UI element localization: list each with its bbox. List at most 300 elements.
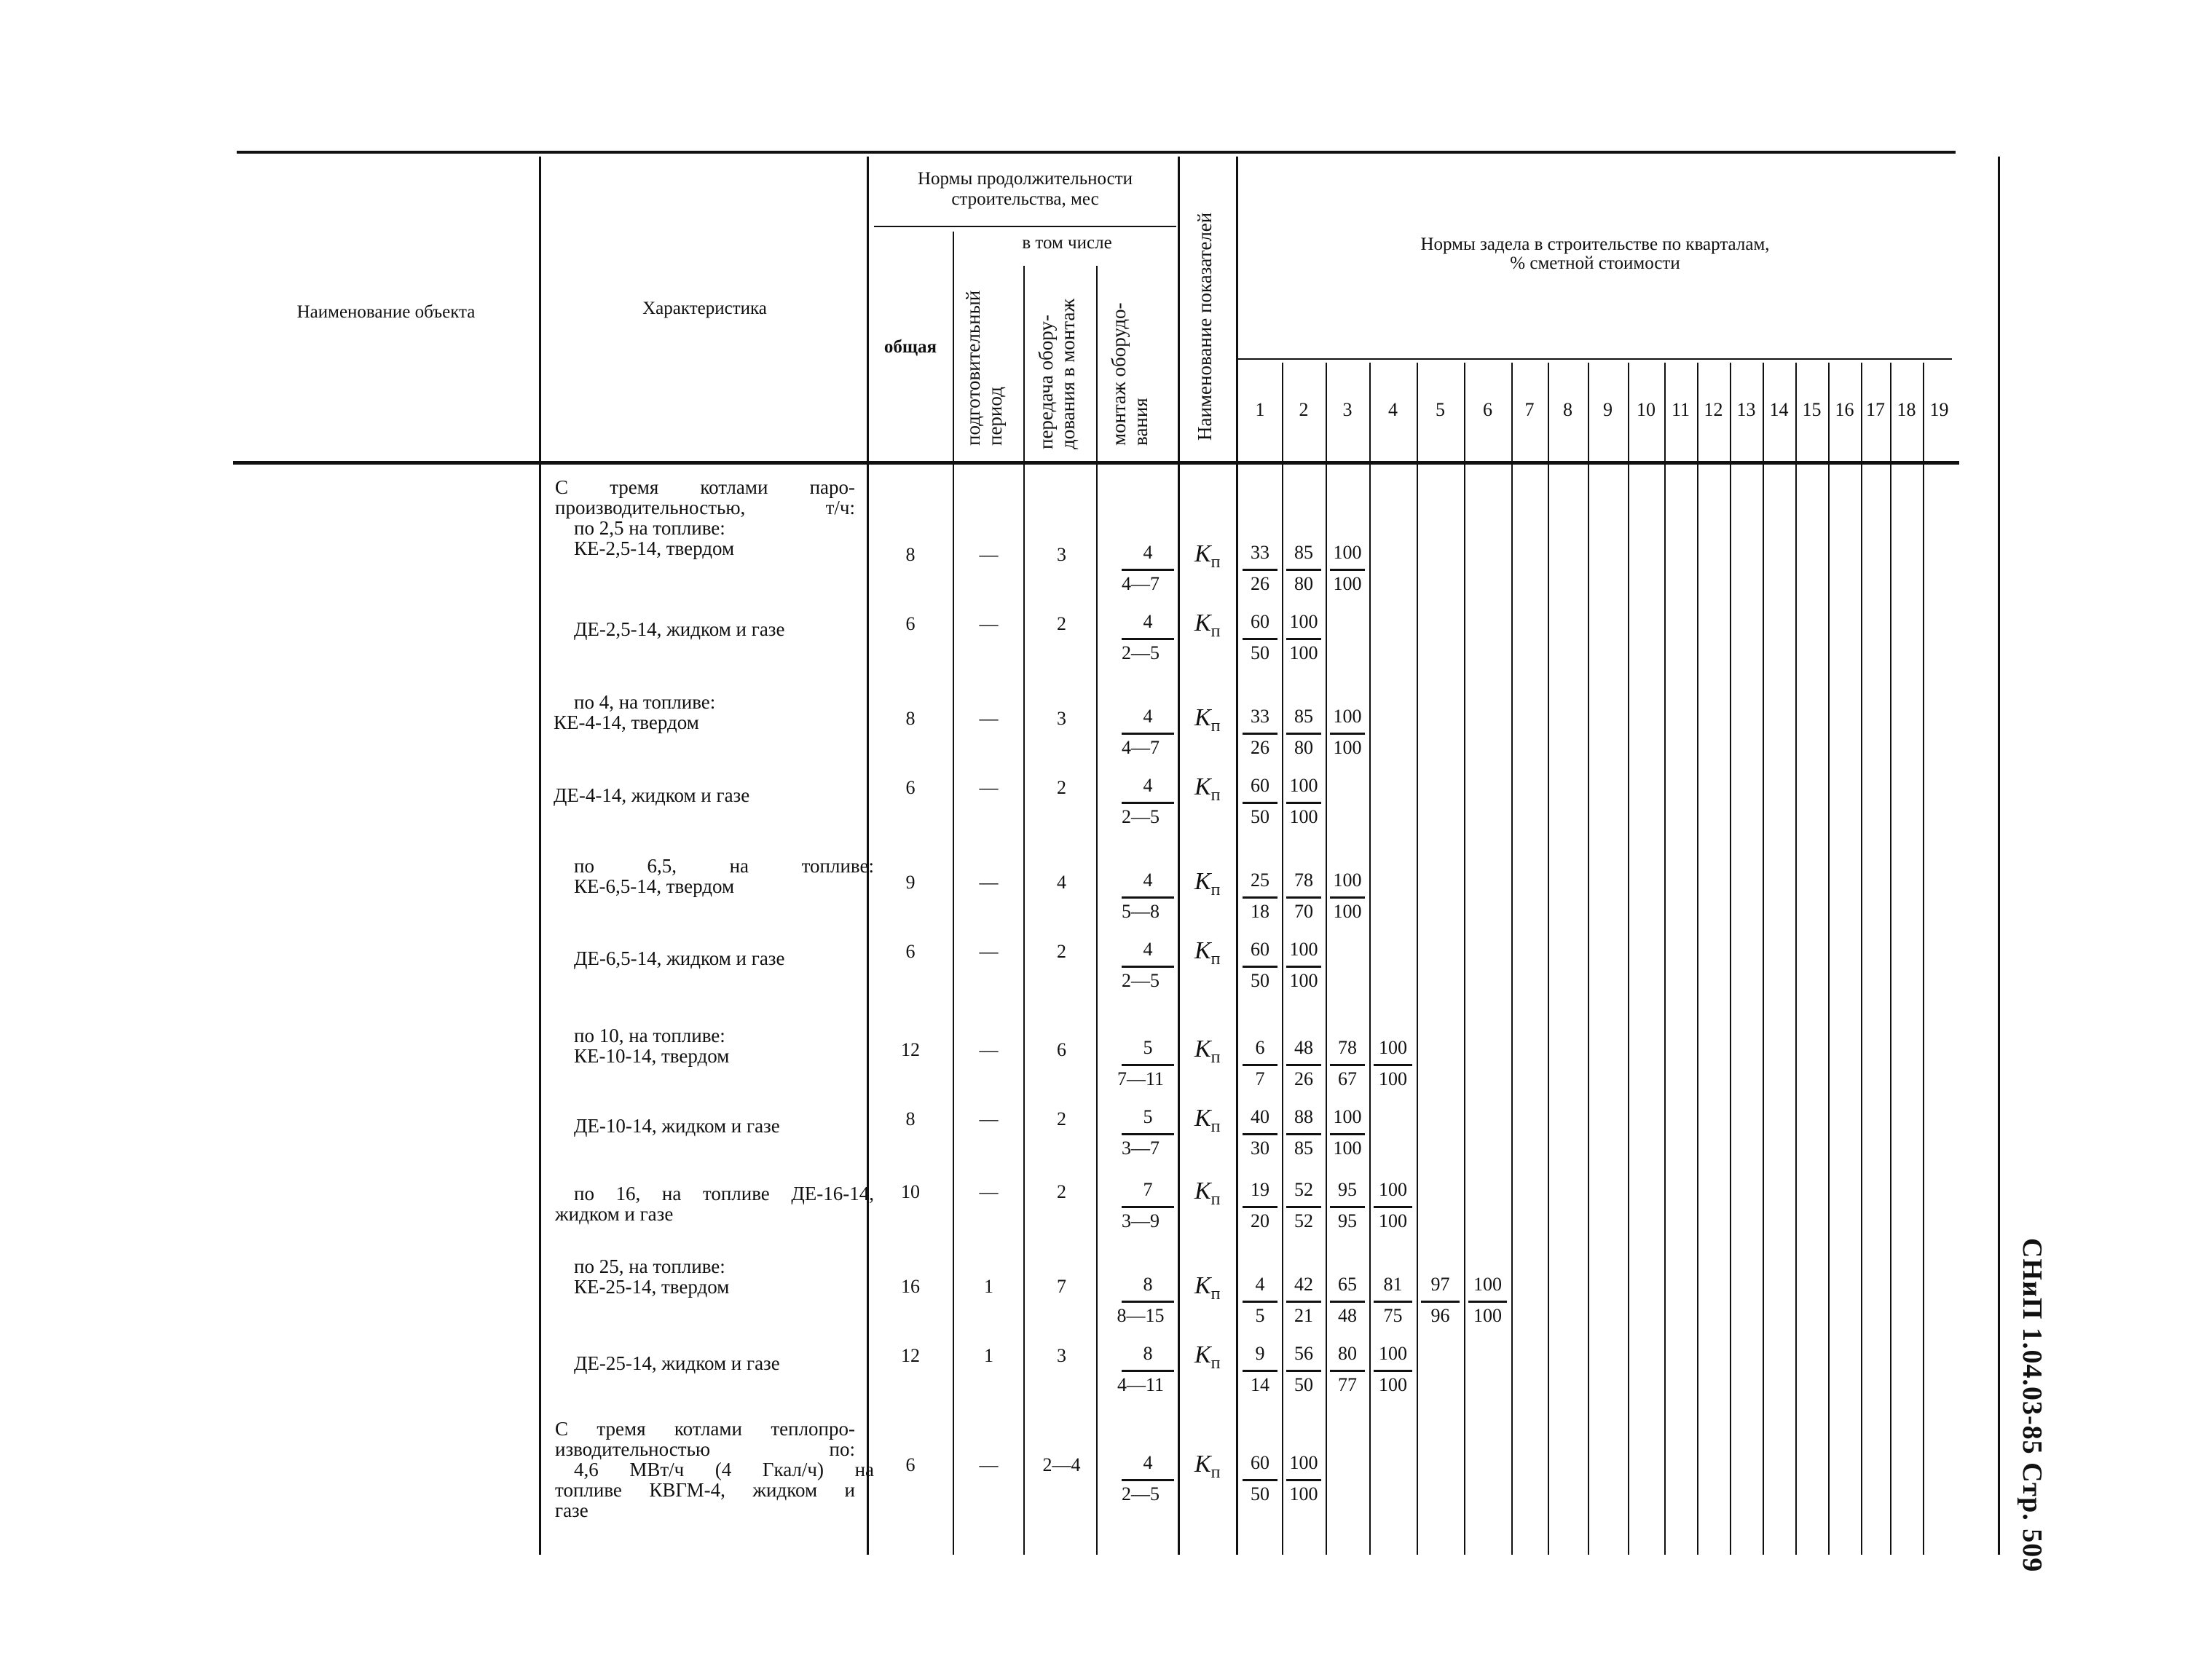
h-rule <box>1286 1206 1321 1208</box>
h-rule <box>1286 896 1321 899</box>
header-transfer-line-1: передача обору- <box>1035 315 1057 449</box>
h-rule <box>874 226 1176 227</box>
indicator-subscript: п <box>1210 552 1221 572</box>
row-text-line: по 16, на топливе ДЕ-16-14, <box>574 1183 874 1204</box>
quarter-value-top: 100 <box>1333 542 1362 563</box>
indicator-letter: К <box>1194 773 1211 800</box>
total-duration: 12 <box>901 1345 920 1366</box>
h-rule <box>1374 1206 1412 1208</box>
quarter-value-top: 48 <box>1294 1037 1313 1058</box>
quarter-header-17: 17 <box>1866 399 1885 420</box>
h-rule <box>1122 802 1174 804</box>
v-rule <box>1511 363 1513 1555</box>
quarter-value-top: 25 <box>1251 869 1269 891</box>
total-duration: 9 <box>905 872 916 893</box>
h-rule <box>1468 1301 1507 1303</box>
row-text-line: топливе КВГМ-4, жидком и <box>555 1479 855 1501</box>
h-rule <box>1122 1479 1174 1481</box>
indicator-letter: К <box>1194 1036 1211 1062</box>
indicator-subscript: п <box>1210 1047 1221 1067</box>
quarter-value-top: 100 <box>1289 1452 1318 1473</box>
h-rule <box>1286 1064 1321 1066</box>
quarter-value-top: 4 <box>1255 1274 1265 1295</box>
header-mount-line-1: монтаж оборудо- <box>1108 302 1130 446</box>
h-rule <box>1243 1133 1277 1135</box>
h-rule <box>1330 1301 1365 1303</box>
quarter-value-top: 9 <box>1255 1343 1265 1364</box>
quarter-header-8: 8 <box>1563 399 1572 420</box>
h-rule <box>1286 1133 1321 1135</box>
v-rule <box>1178 157 1180 1555</box>
row-text-line: изводительностью по: <box>555 1438 855 1460</box>
mount-value-top: 8 <box>1143 1274 1153 1295</box>
indicator-subscript: п <box>1210 1353 1221 1373</box>
v-rule <box>1795 363 1797 1555</box>
quarter-header-19: 19 <box>1929 399 1949 420</box>
row-text-line: КЕ-6,5-14, твердом <box>574 875 735 897</box>
h-rule <box>1122 638 1174 640</box>
total-duration: 6 <box>905 613 916 634</box>
quarter-value-top: 100 <box>1379 1343 1407 1364</box>
quarter-header-13: 13 <box>1736 399 1756 420</box>
indicator-kp <box>1194 868 1220 900</box>
row-text-line: КЕ-2,5-14, твердом <box>574 537 735 559</box>
transfer-period: 2 <box>1057 777 1066 798</box>
v-rule <box>1096 266 1098 1555</box>
quarter-header-15: 15 <box>1802 399 1822 420</box>
quarter-value-bottom: 50 <box>1251 970 1269 991</box>
h-rule <box>1286 802 1321 804</box>
quarter-value-top: 85 <box>1294 706 1313 727</box>
h-rule <box>1122 1206 1174 1208</box>
row-text-line: производительностью, т/ч: <box>555 497 855 518</box>
indicator-kp <box>1194 773 1220 805</box>
h-rule <box>1243 638 1277 640</box>
mount-value-top: 8 <box>1143 1343 1153 1364</box>
quarter-value-bottom: 80 <box>1294 573 1313 594</box>
header-transfer <box>1036 299 1079 449</box>
quarter-value-top: 100 <box>1289 775 1318 796</box>
h-rule <box>1122 569 1174 571</box>
quarter-value-bottom: 100 <box>1289 1483 1318 1504</box>
quarter-value-bottom: 52 <box>1294 1210 1313 1231</box>
row-text-line: ДЕ-6,5-14, жидком и газе <box>574 947 785 969</box>
mount-value-bottom: 2—5 <box>1122 1483 1160 1504</box>
header-incl: в том числе <box>1022 233 1112 253</box>
row-text-line: жидком и газе <box>555 1203 674 1225</box>
h-rule <box>1243 1370 1277 1372</box>
indicator-letter: К <box>1194 1341 1211 1368</box>
h-rule <box>1286 1479 1321 1481</box>
mount-value-top: 5 <box>1143 1106 1153 1127</box>
header-backlog-title-1: Нормы задела в строительстве по кварталам, <box>1420 234 1770 254</box>
quarter-value-top: 40 <box>1251 1106 1269 1127</box>
quarter-value-top: 100 <box>1333 706 1362 727</box>
quarter-value-bottom: 18 <box>1251 901 1269 922</box>
quarter-value-bottom: 100 <box>1379 1374 1407 1395</box>
indicator-subscript: п <box>1210 1284 1221 1304</box>
row-text-line: КЕ-25-14, твердом <box>574 1276 730 1298</box>
quarter-value-bottom: 50 <box>1251 1483 1269 1504</box>
quarter-value-bottom: 70 <box>1294 901 1313 922</box>
h-rule <box>1374 1370 1412 1372</box>
mount-value-bottom: 2—5 <box>1122 806 1160 827</box>
quarter-value-bottom: 100 <box>1333 573 1362 594</box>
indicator-subscript: п <box>1210 1462 1221 1482</box>
row-text-line: ДЕ-10-14, жидком и газе <box>574 1115 780 1137</box>
h-rule <box>1286 569 1321 571</box>
quarter-value-bottom: 100 <box>1473 1305 1502 1326</box>
h-rule <box>1243 1206 1277 1208</box>
transfer-period: 6 <box>1057 1039 1066 1060</box>
quarter-header-7: 7 <box>1524 399 1535 420</box>
transfer-period: 7 <box>1057 1276 1066 1297</box>
quarter-value-top: 56 <box>1294 1343 1313 1364</box>
h-rule <box>1330 569 1365 571</box>
mount-value-top: 4 <box>1143 869 1153 891</box>
v-rule <box>1628 363 1629 1555</box>
h-rule <box>1122 1370 1174 1372</box>
total-duration: 8 <box>905 708 916 729</box>
h-rule <box>1122 966 1174 968</box>
prep-period: — <box>979 1108 999 1129</box>
row-text-line: 4,6 МВт/ч (4 Гкал/ч) на <box>574 1459 874 1480</box>
v-rule <box>1730 363 1731 1555</box>
h-rule <box>1243 966 1277 968</box>
h-rule <box>1243 1479 1277 1481</box>
quarter-value-bottom: 7 <box>1255 1068 1265 1089</box>
indicator-kp <box>1194 1178 1220 1210</box>
mount-value-bottom: 4—7 <box>1122 573 1160 594</box>
indicator-letter: К <box>1194 1105 1211 1132</box>
mount-value-bottom: 7—11 <box>1117 1068 1165 1089</box>
prep-period: — <box>979 777 999 798</box>
row-text-line: ДЕ-2,5-14, жидком и газе <box>574 618 785 640</box>
transfer-period: 2 <box>1057 1108 1066 1129</box>
indicator-kp <box>1194 1341 1220 1373</box>
indicator-kp <box>1194 540 1220 572</box>
transfer-period: 3 <box>1057 544 1066 565</box>
quarter-value-top: 80 <box>1338 1343 1357 1364</box>
transfer-period: 4 <box>1057 872 1066 893</box>
indicator-subscript: п <box>1210 621 1221 641</box>
mount-value-top: 7 <box>1143 1179 1153 1200</box>
transfer-period: 2 <box>1057 1181 1066 1202</box>
transfer-period: 3 <box>1057 708 1066 729</box>
h-rule <box>1122 896 1174 899</box>
h-rule <box>1286 638 1321 640</box>
h-rule <box>1243 1301 1277 1303</box>
quarter-value-bottom: 100 <box>1289 642 1318 663</box>
quarter-value-top: 95 <box>1338 1179 1357 1200</box>
h-rule <box>1286 966 1321 968</box>
h-rule <box>1286 1301 1321 1303</box>
quarter-value-top: 100 <box>1289 611 1318 632</box>
quarter-header-11: 11 <box>1671 399 1690 420</box>
indicator-subscript: п <box>1210 1116 1221 1136</box>
quarter-value-top: 65 <box>1338 1274 1357 1295</box>
v-rule <box>1548 363 1549 1555</box>
header-mount-line-2: вания <box>1129 398 1151 446</box>
h-rule <box>1122 1064 1174 1066</box>
quarter-value-bottom: 50 <box>1251 642 1269 663</box>
indicator-kp <box>1194 610 1220 642</box>
h-rule <box>1330 1370 1365 1372</box>
quarter-value-top: 85 <box>1294 542 1313 563</box>
quarter-value-top: 100 <box>1333 1106 1362 1127</box>
indicator-kp <box>1194 704 1220 736</box>
quarter-header-4: 4 <box>1388 399 1398 420</box>
h-rule <box>237 151 1956 154</box>
h-rule <box>1243 733 1277 735</box>
quarter-value-top: 60 <box>1251 1452 1269 1473</box>
row-text-line: по 4, на топливе: <box>574 691 716 713</box>
mount-value-top: 4 <box>1143 706 1153 727</box>
row-text-line: по 2,5 на топливе: <box>574 517 725 539</box>
row-text-line: по 25, на топливе: <box>574 1255 725 1277</box>
indicator-letter: К <box>1194 868 1211 895</box>
v-rule <box>1998 157 2000 1555</box>
quarter-value-top: 60 <box>1251 775 1269 796</box>
mount-value-top: 4 <box>1143 542 1153 563</box>
mount-value-top: 4 <box>1143 939 1153 960</box>
quarter-value-bottom: 77 <box>1338 1374 1357 1395</box>
h-rule <box>1238 358 1952 360</box>
row-text-line: по 10, на топливе: <box>574 1025 725 1046</box>
h-rule <box>1243 1064 1277 1066</box>
quarter-value-bottom: 75 <box>1383 1305 1403 1326</box>
header-prep-line-2: период <box>983 387 1006 446</box>
h-rule <box>1122 1133 1174 1135</box>
indicator-kp <box>1194 1036 1220 1068</box>
quarter-value-bottom: 50 <box>1294 1374 1313 1395</box>
indicator-letter: К <box>1194 1178 1211 1204</box>
total-duration: 6 <box>905 941 916 962</box>
indicator-subscript: п <box>1210 1189 1221 1209</box>
quarter-value-bottom: 100 <box>1289 806 1318 827</box>
header-backlog-title-2: % сметной стоимости <box>1510 253 1680 273</box>
header-mount <box>1109 303 1151 446</box>
quarter-value-top: 42 <box>1294 1274 1313 1295</box>
quarter-header-18: 18 <box>1897 399 1916 420</box>
h-rule <box>1243 569 1277 571</box>
header-duration-title-2: строительства, мес <box>951 189 1099 209</box>
quarter-value-bottom: 5 <box>1255 1305 1265 1326</box>
indicator-subscript: п <box>1210 785 1221 805</box>
row-text-line: С тремя котлами теплопро- <box>555 1418 855 1440</box>
quarter-value-bottom: 96 <box>1430 1305 1450 1326</box>
quarter-value-bottom: 48 <box>1338 1305 1357 1326</box>
quarter-header-9: 9 <box>1603 399 1613 420</box>
quarter-value-bottom: 26 <box>1294 1068 1313 1089</box>
quarter-header-16: 16 <box>1835 399 1854 420</box>
quarter-value-top: 100 <box>1379 1179 1407 1200</box>
v-rule <box>1763 363 1764 1555</box>
h-rule <box>1122 1301 1174 1303</box>
prep-period: — <box>979 544 999 565</box>
h-rule <box>1374 1064 1412 1066</box>
v-rule <box>1464 363 1465 1555</box>
quarter-header-12: 12 <box>1704 399 1723 420</box>
header-duration-title-1: Нормы продолжительности <box>917 169 1133 189</box>
prep-period: — <box>979 872 999 893</box>
h-rule <box>1286 1370 1321 1372</box>
row-text-line: КЕ-10-14, твердом <box>574 1045 730 1067</box>
quarter-value-bottom: 20 <box>1251 1210 1269 1231</box>
indicator-kp <box>1194 937 1220 969</box>
quarter-header-10: 10 <box>1637 399 1656 420</box>
header-object-name: Наименование объекта <box>296 302 476 322</box>
header-transfer-line-2: дования в монтаж <box>1056 299 1079 449</box>
indicator-subscript: п <box>1210 949 1221 969</box>
quarter-value-top: 78 <box>1294 869 1313 891</box>
quarter-header-2: 2 <box>1299 399 1309 420</box>
quarter-value-top: 88 <box>1294 1106 1313 1127</box>
quarter-value-bottom: 80 <box>1294 737 1313 758</box>
mount-value-top: 4 <box>1143 611 1153 632</box>
indicator-kp <box>1194 1272 1220 1304</box>
prep-period: — <box>979 1181 999 1202</box>
prep-period: 1 <box>984 1276 993 1297</box>
indicator-letter: К <box>1194 704 1211 731</box>
mount-value-top: 4 <box>1143 775 1153 796</box>
indicator-kp <box>1194 1105 1220 1137</box>
quarter-value-top: 100 <box>1289 939 1318 960</box>
mount-value-top: 5 <box>1143 1037 1153 1058</box>
row-text-line: ДЕ-25-14, жидком и газе <box>574 1352 780 1374</box>
quarter-value-bottom: 26 <box>1251 573 1269 594</box>
quarter-value-top: 100 <box>1379 1037 1407 1058</box>
quarter-value-bottom: 95 <box>1338 1210 1357 1231</box>
quarter-value-top: 52 <box>1294 1179 1313 1200</box>
transfer-period: 2—4 <box>1042 1454 1081 1475</box>
h-rule <box>1374 1301 1412 1303</box>
v-rule <box>1417 363 1418 1555</box>
indicator-kp <box>1194 1451 1220 1483</box>
v-rule <box>1023 266 1025 1555</box>
page-footer: СНиП 1.04.03-85 Стр. 509 <box>2017 1238 2047 1573</box>
v-rule <box>1588 363 1589 1555</box>
transfer-period: 2 <box>1057 941 1066 962</box>
quarter-value-top: 33 <box>1251 706 1269 727</box>
total-duration: 6 <box>905 1454 916 1475</box>
total-duration: 10 <box>901 1181 920 1202</box>
total-duration: 6 <box>905 777 916 798</box>
mount-value-bottom: 4—11 <box>1117 1374 1165 1395</box>
indicator-letter: К <box>1194 1272 1211 1299</box>
v-rule <box>1861 363 1862 1555</box>
prep-period: — <box>979 941 999 962</box>
quarter-value-bottom: 85 <box>1294 1137 1313 1159</box>
quarter-value-top: 60 <box>1251 939 1269 960</box>
quarter-value-top: 60 <box>1251 611 1269 632</box>
total-duration: 12 <box>901 1039 920 1060</box>
h-rule <box>1330 896 1365 899</box>
quarter-value-top: 6 <box>1255 1037 1265 1058</box>
quarter-value-bottom: 26 <box>1251 737 1269 758</box>
mount-value-bottom: 2—5 <box>1122 970 1160 991</box>
h-rule <box>1122 733 1174 735</box>
row-text-line: ДЕ-4-14, жидком и газе <box>554 784 750 806</box>
total-duration: 16 <box>901 1276 920 1297</box>
h-rule <box>1243 896 1277 899</box>
header-indicator: Наименование показателей <box>1194 212 1216 441</box>
v-rule <box>1664 363 1666 1555</box>
quarter-value-top: 100 <box>1333 869 1362 891</box>
mount-value-bottom: 3—9 <box>1122 1210 1160 1231</box>
quarter-value-bottom: 100 <box>1379 1210 1407 1231</box>
header-prep <box>963 291 1006 446</box>
h-rule <box>1330 1064 1365 1066</box>
h-rule <box>1330 1133 1365 1135</box>
prep-period: — <box>979 1039 999 1060</box>
header-prep-line-1: подготовительный <box>962 290 984 446</box>
header-characteristic: Характеристика <box>642 299 767 318</box>
mount-value-bottom: 5—8 <box>1122 901 1160 922</box>
h-rule <box>1330 733 1365 735</box>
quarter-value-bottom: 100 <box>1333 737 1362 758</box>
quarter-value-bottom: 30 <box>1251 1137 1269 1159</box>
quarter-value-top: 81 <box>1383 1274 1403 1295</box>
quarter-value-bottom: 21 <box>1294 1305 1313 1326</box>
total-duration: 8 <box>905 1108 916 1129</box>
row-text-line: газе <box>555 1499 588 1521</box>
quarter-value-bottom: 100 <box>1379 1068 1407 1089</box>
quarter-header-6: 6 <box>1483 399 1492 420</box>
h-rule <box>1286 733 1321 735</box>
quarter-value-bottom: 50 <box>1251 806 1269 827</box>
quarter-value-bottom: 67 <box>1338 1068 1357 1089</box>
quarter-value-bottom: 100 <box>1289 970 1318 991</box>
indicator-letter: К <box>1194 1451 1211 1478</box>
mount-value-bottom: 8—15 <box>1117 1305 1165 1326</box>
v-rule <box>1923 363 1924 1555</box>
v-rule <box>1828 363 1830 1555</box>
quarter-value-bottom: 100 <box>1333 901 1362 922</box>
prep-period: 1 <box>984 1345 993 1366</box>
transfer-period: 3 <box>1057 1345 1066 1366</box>
quarter-header-3: 3 <box>1342 399 1353 420</box>
indicator-letter: К <box>1194 937 1211 964</box>
quarter-value-top: 100 <box>1473 1274 1502 1295</box>
quarter-value-bottom: 14 <box>1251 1374 1269 1395</box>
quarter-header-5: 5 <box>1436 399 1445 420</box>
header-total: общая <box>883 337 937 357</box>
quarter-value-top: 33 <box>1251 542 1269 563</box>
v-rule <box>1890 363 1891 1555</box>
mount-value-bottom: 4—7 <box>1122 737 1160 758</box>
transfer-period: 2 <box>1057 613 1066 634</box>
quarter-header-14: 14 <box>1769 399 1789 420</box>
v-rule <box>1697 363 1698 1555</box>
indicator-subscript: п <box>1210 880 1221 899</box>
mount-value-top: 4 <box>1143 1452 1153 1473</box>
quarter-value-top: 97 <box>1430 1274 1450 1295</box>
indicator-subscript: п <box>1210 716 1221 736</box>
h-rule <box>1330 1206 1365 1208</box>
h-rule <box>1243 802 1277 804</box>
quarter-value-top: 19 <box>1251 1179 1269 1200</box>
quarter-value-bottom: 100 <box>1333 1137 1362 1159</box>
prep-period: — <box>979 1454 999 1475</box>
mount-value-bottom: 3—7 <box>1122 1137 1160 1159</box>
prep-period: — <box>979 708 999 729</box>
indicator-letter: К <box>1194 540 1211 567</box>
v-rule <box>539 157 541 1555</box>
quarter-header-1: 1 <box>1255 399 1265 420</box>
row-text-line: С тремя котлами паро- <box>555 476 855 498</box>
total-duration: 8 <box>905 544 916 565</box>
